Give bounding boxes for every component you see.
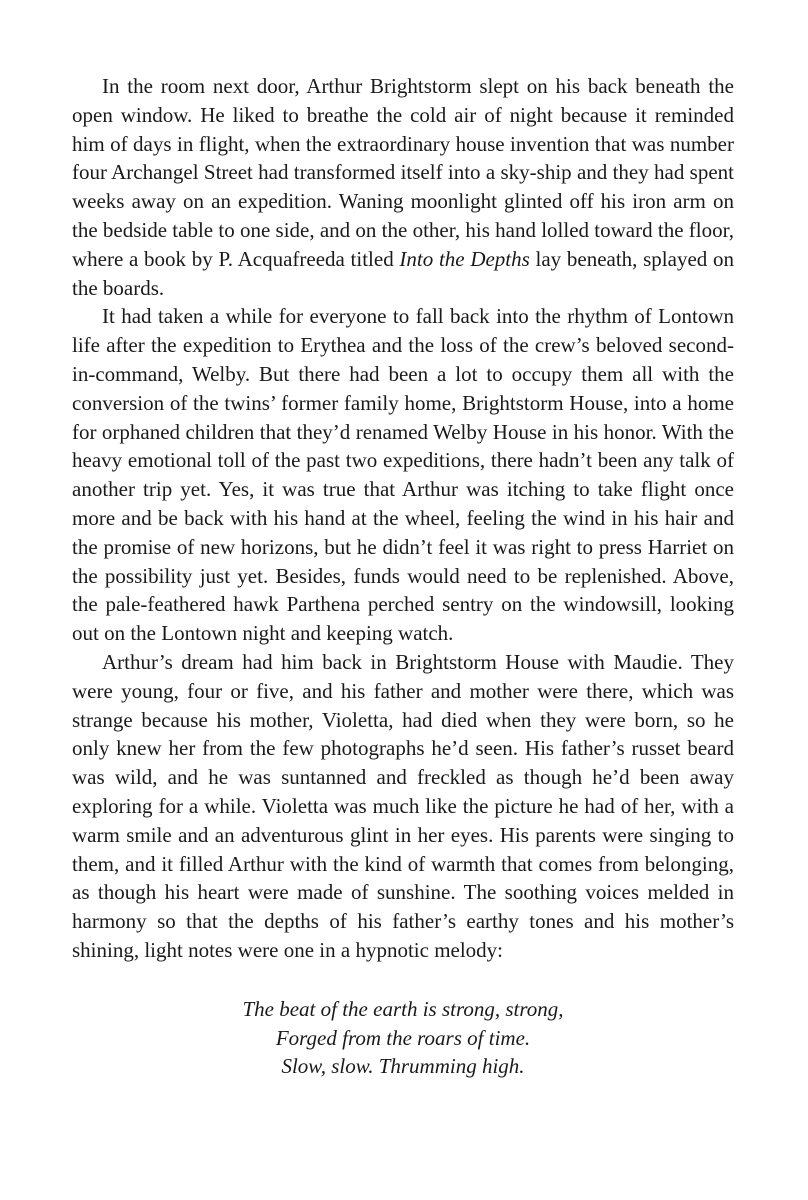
paragraph-text: lay beneath, splayed on the boards. [72, 246, 734, 300]
paragraph [72, 648, 734, 965]
paragraph-text: Arthur’s dream had him back in Brightstorm House with Maudie. They were young, four or five, and his father and mother were there, which was strange because his mother, Violetta, had died when they were born, so he only knew her from the few photographs he’d seen. His father’s russet beard was wild, and he was suntanned and freckled as though he’d been away exploring for a while. Violetta was much like the picture he had of her, with a warm smile and an adventurous glint in her eyes. His parents were singing to them, and it filled Arthur with the kind of warmth that comes from belonging, as though his heart were made of sunshine. The soothing voices melded in harmony so that the depths of his father’s earthy tones and his mother’s shining, light notes were one in a hypnotic melody: [72, 649, 734, 962]
book-title-italic: Into the Depths [399, 246, 530, 271]
verse-line: Forged from the roars of time. [275, 1025, 531, 1050]
page-text [72, 72, 734, 965]
paragraph [72, 302, 734, 648]
verse-line: The beat of the earth is strong, strong, [242, 996, 564, 1021]
verse-line: Slow, slow. Thrumming high. [281, 1054, 525, 1079]
paragraph-text: In the room next door, Arthur Brightstorm slept on his back beneath the open window. He liked to breathe the cold air of night because it reminded him of days in flight, when the extraordinary house invention that was number four Archangel Street had transformed itself into a sky-ship and they had spent weeks away on an expedition. Waning moonlight glinted off his iron arm on the bedside table to one side, and on the other, his hand lolled toward the floor, where a book by P. Acquafreeda titled [72, 74, 734, 271]
paragraph-text: It had taken a while for everyone to fall back into the rhythm of Lontown life after the expedition to Erythea and the loss of the crew’s beloved second-in-command, Welby. But there had been a lot to occupy them all with the conversion of the twins’ former family home, Brightstorm House, into a home for orphaned children that they’d renamed Welby House in his honor. With the heavy emotional toll of the past two expeditions, there hadn’t been any talk of another trip yet. Yes, it was true that Arthur was itching to take flight once more and be back with his hand at the wheel, feeling the wind in his hair and the promise of new horizons, but he didn’t feel it was right to press Harriet on the possibility just yet. Besides, funds would need to be replenished. Above, the pale-feathered hawk Parthena perched sentry on the windowsill, looking out on the Lontown night and keeping watch. [72, 304, 734, 646]
paragraph [72, 72, 734, 302]
verse [72, 995, 734, 1081]
